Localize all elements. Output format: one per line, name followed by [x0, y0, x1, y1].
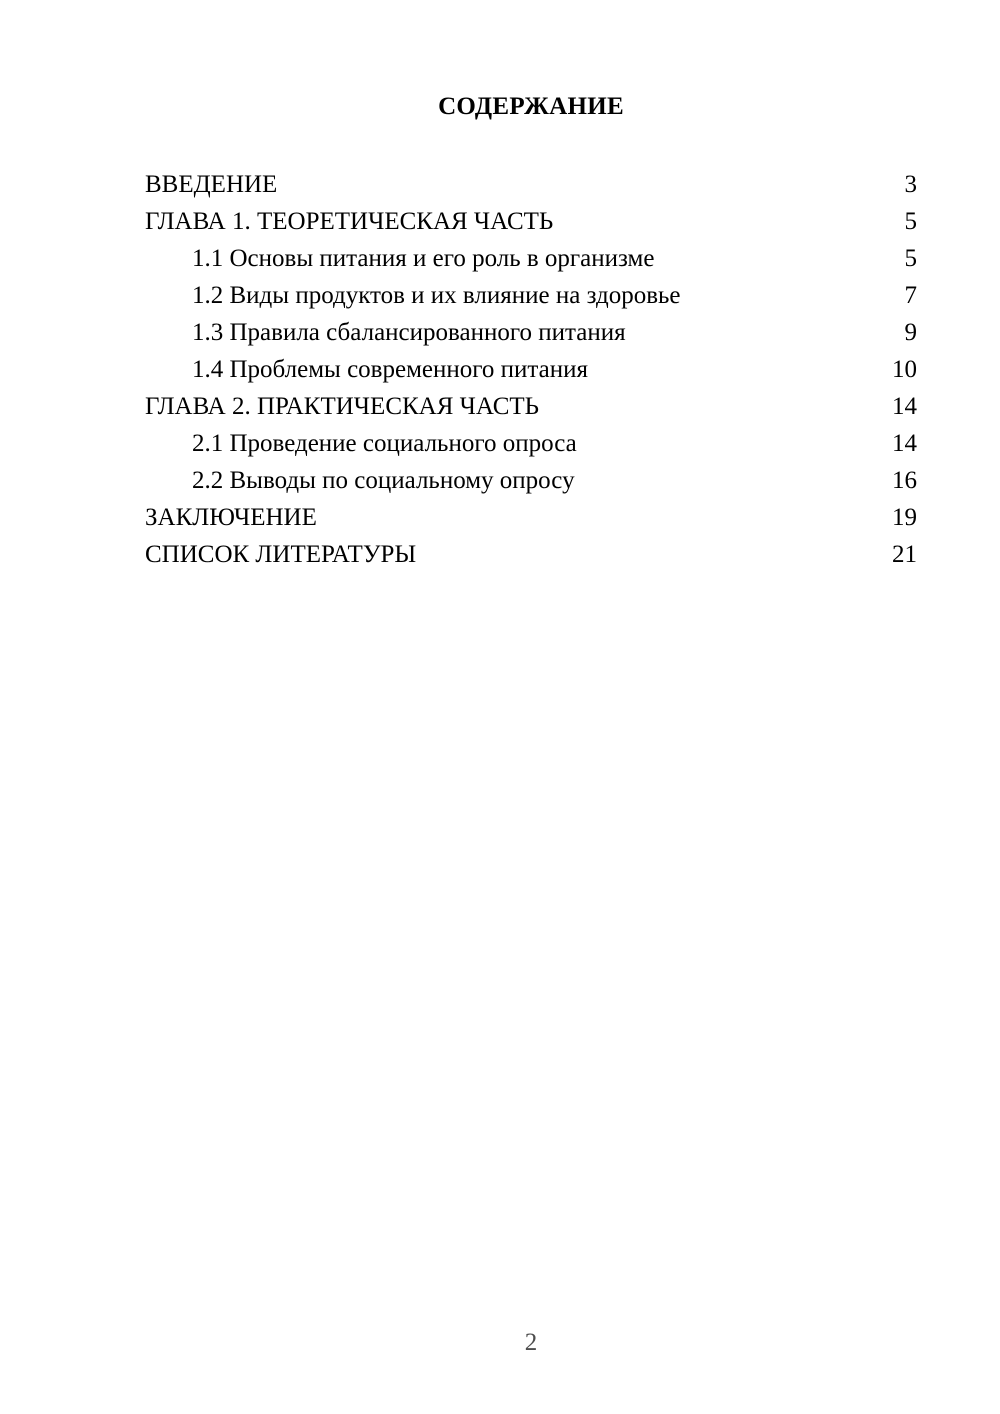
toc-entry-page: 14 — [892, 430, 917, 457]
toc-entry-page: 10 — [892, 356, 917, 383]
toc-title: СОДЕРЖАНИЕ — [438, 93, 624, 120]
toc-row — [145, 351, 917, 388]
toc-entry-page: 19 — [892, 504, 917, 531]
toc-content — [145, 88, 917, 573]
toc-row — [145, 240, 917, 277]
toc-row — [145, 499, 917, 536]
toc-entry-page: 5 — [904, 245, 917, 272]
toc-entry-label: 1.2 Виды продуктов и их влияние на здоровье — [192, 282, 681, 309]
toc-entry-label: 2.1 Проведение социального опроса — [192, 430, 577, 457]
toc-entry-page: 21 — [892, 541, 917, 568]
toc-row — [145, 462, 917, 499]
toc-entry-label: СПИСОК ЛИТЕРАТУРЫ — [145, 541, 417, 568]
toc-entry-label: 1.1 Основы питания и его роль в организме — [192, 245, 655, 272]
toc-entry-page: 7 — [904, 282, 917, 309]
toc-entry-label: 1.4 Проблемы современного питания — [192, 356, 588, 383]
toc-row — [145, 203, 917, 240]
footer-page-number: 2 — [524, 1329, 538, 1356]
toc-row — [145, 314, 917, 351]
toc-entry-page: 3 — [904, 171, 917, 198]
toc-row — [145, 166, 917, 203]
toc-row — [145, 536, 917, 573]
toc-row — [145, 277, 917, 314]
toc-entry-page: 16 — [892, 467, 917, 494]
toc-entry-label: ГЛАВА 2. ПРАКТИЧЕСКАЯ ЧАСТЬ — [145, 393, 540, 420]
toc-entry-label: ВВЕДЕНИЕ — [145, 171, 278, 198]
toc-entry-page: 9 — [904, 319, 917, 346]
toc-entry-label: 1.3 Правила сбалансированного питания — [192, 319, 626, 346]
toc-row — [145, 388, 917, 425]
toc-entry-label: ГЛАВА 1. ТЕОРЕТИЧЕСКАЯ ЧАСТЬ — [145, 208, 554, 235]
toc-entry-page: 5 — [904, 208, 917, 235]
toc-entry-label: 2.2 Выводы по социальному опросу — [192, 467, 575, 494]
toc-list — [145, 166, 917, 573]
toc-entry-label: ЗАКЛЮЧЕНИЕ — [145, 504, 317, 531]
toc-row — [145, 425, 917, 462]
toc-entry-page: 14 — [892, 393, 917, 420]
